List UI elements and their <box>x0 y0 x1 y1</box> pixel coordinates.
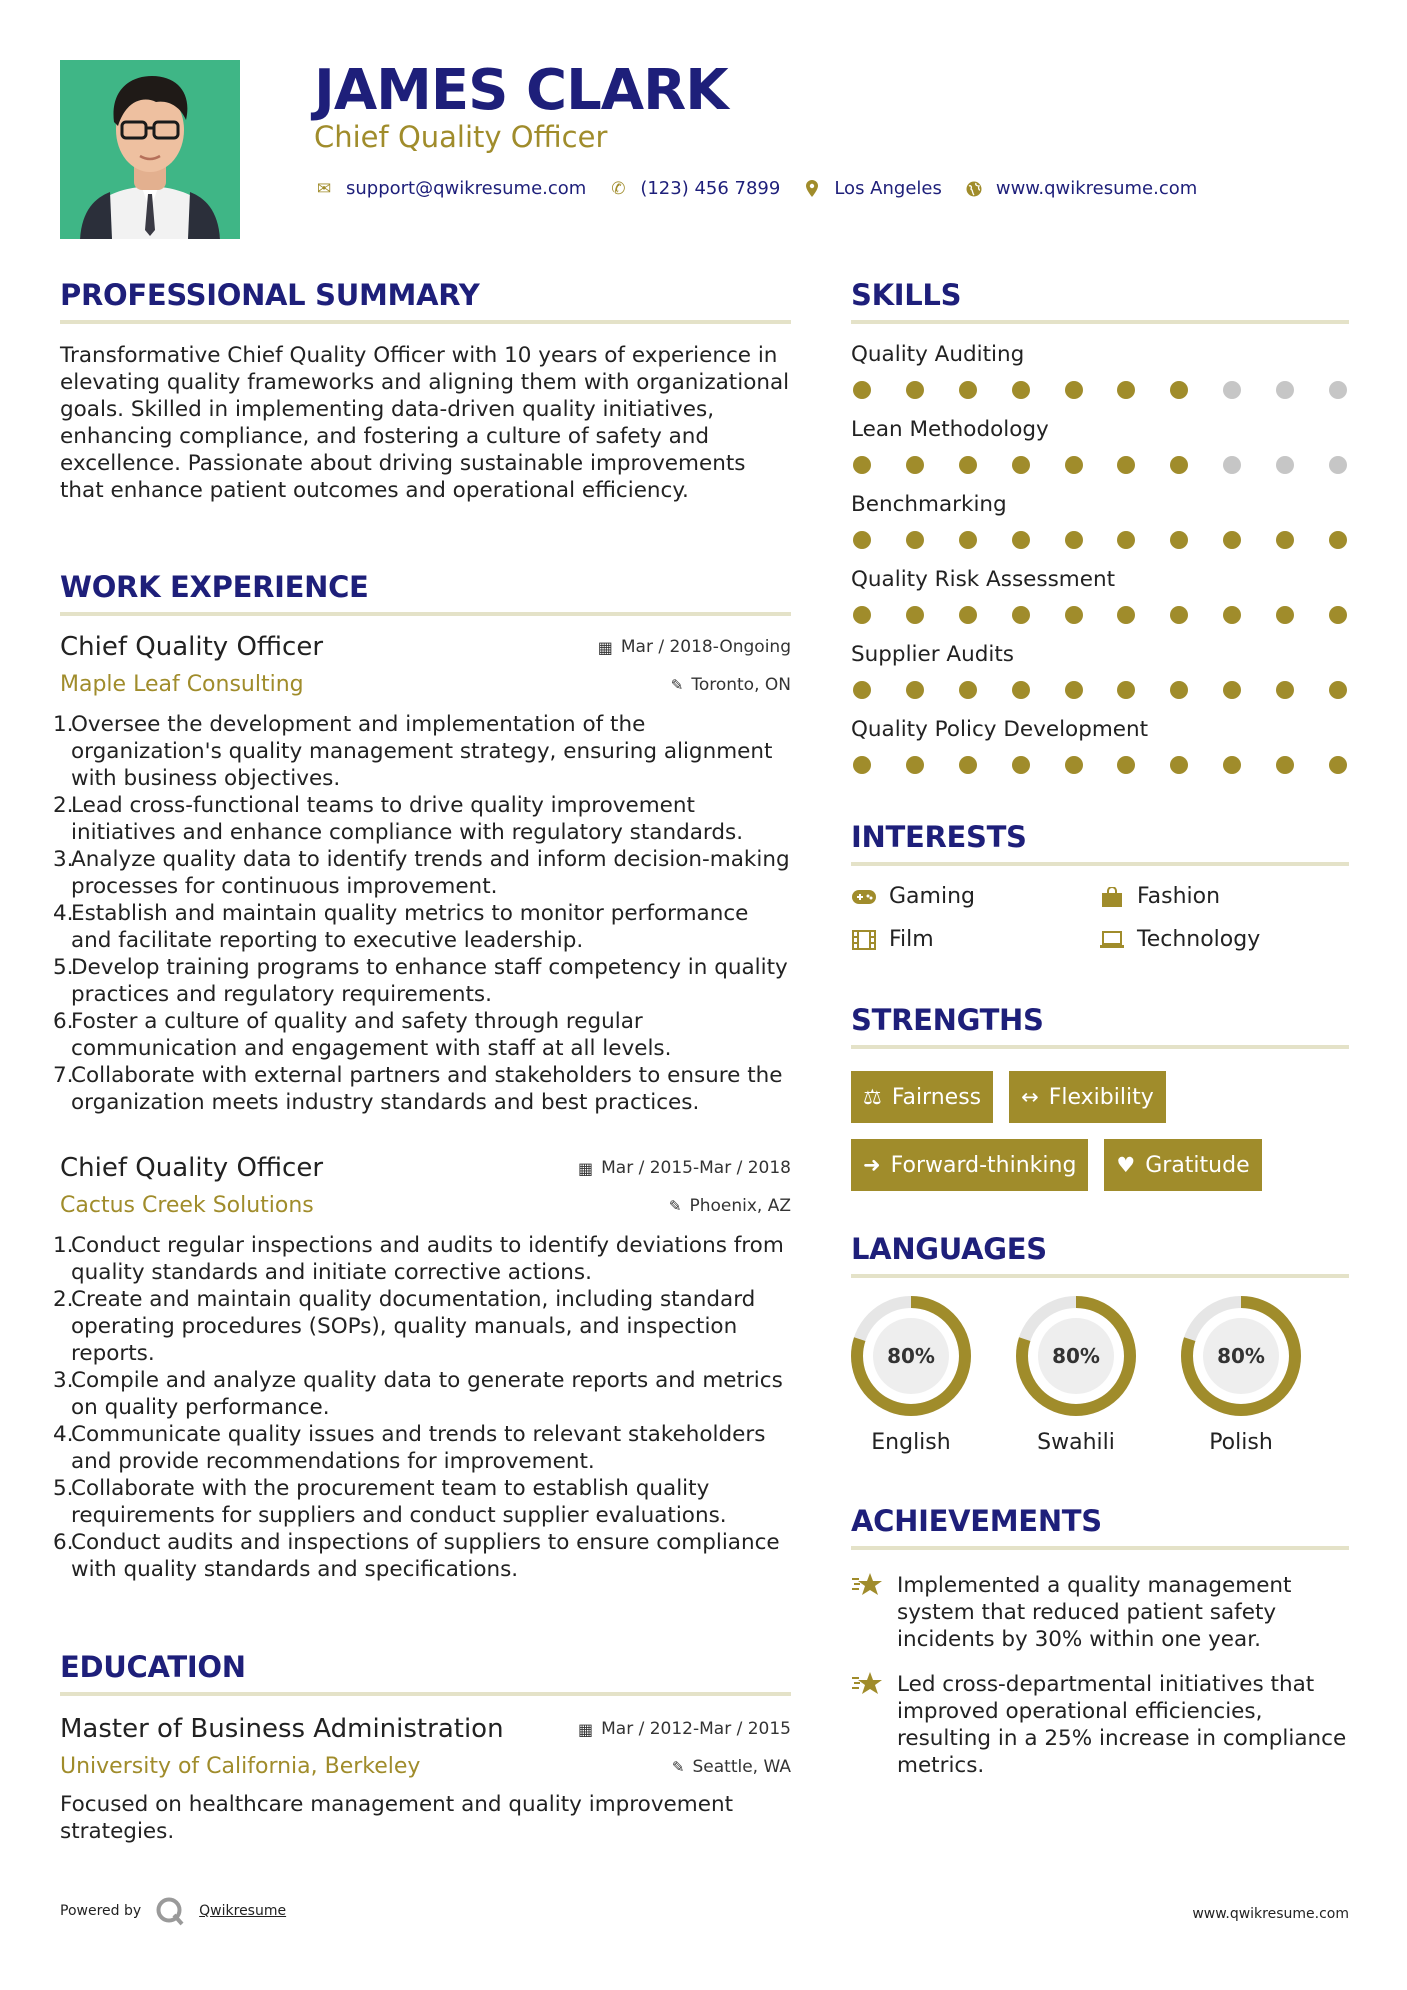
rating-dot-filled <box>1012 681 1030 699</box>
summary-text: Transformative Chief Quality Officer with 10 years of experience in elevating quality frameworks and aligning them with organizational goals. Skilled in implementing data-driven quality initiatives, enhancing compliance, and fostering a culture of safety and excellence. Passionate about driving sustainable improvements that enhance patient outcomes and operational efficiency. <box>60 343 790 503</box>
rating-dot-filled <box>1012 531 1030 549</box>
language-ring <box>1181 1296 1301 1416</box>
rating-dot-filled <box>1117 381 1135 399</box>
rating-dot-filled <box>1276 606 1294 624</box>
contact-location <box>802 178 942 199</box>
strengths-heading: STRENGTHS <box>851 1003 1349 1049</box>
list-item: 4. Establish and maintain quality metrics to monitor performance and facilitate reporting to executive leadership. <box>53 901 749 953</box>
skill-rating <box>851 381 1349 399</box>
achievement-text: Led cross-departmental initiatives that improved operational efficiencies, resulting in a 25% increase in compliance metrics. <box>897 1672 1347 1778</box>
skill-item <box>851 567 1349 624</box>
rating-dot-filled <box>1117 531 1135 549</box>
skill-rating <box>851 756 1349 774</box>
rating-dot-filled <box>1065 456 1083 474</box>
rating-dot-filled <box>1170 606 1188 624</box>
list-item: 6. Conduct audits and inspections of suppliers to ensure compliance with quality standards and specifications. <box>53 1530 780 1582</box>
strength-label: Flexibility <box>1048 1084 1154 1110</box>
achievement-item <box>851 1671 1349 1779</box>
contact-phone[interactable] <box>608 178 780 199</box>
language-item <box>1016 1296 1181 1455</box>
rating-dot-empty <box>1276 381 1294 399</box>
rating-dot-filled <box>906 381 924 399</box>
languages-list <box>851 1296 1349 1455</box>
language-name: English <box>871 1430 951 1455</box>
job-title: Chief Quality Officer <box>60 1153 324 1183</box>
rating-dot-filled <box>959 381 977 399</box>
rating-dot-filled <box>959 531 977 549</box>
strength-label: Gratitude <box>1145 1152 1250 1178</box>
skill-item <box>851 417 1349 474</box>
calendar-icon: ▦ <box>597 637 613 657</box>
skill-item <box>851 717 1349 774</box>
job-duties-list <box>53 1232 791 1583</box>
interest-label: Technology <box>1137 927 1261 952</box>
skill-name: Benchmarking <box>851 492 1007 517</box>
candidate-title: Chief Quality Officer <box>314 120 608 154</box>
rating-dot-filled <box>853 531 871 549</box>
rating-dot-filled <box>906 606 924 624</box>
rating-dot-filled <box>1170 381 1188 399</box>
list-item: 2. Create and maintain quality documentation, including standard operating procedures (SOPs), quality manuals, and inspection reports. <box>53 1287 756 1366</box>
star-trophy-icon <box>851 1572 885 1653</box>
pushpin-icon: ✎ <box>668 1196 682 1215</box>
rating-dot-empty <box>1223 381 1241 399</box>
calendar-icon: ▦ <box>577 1719 594 1739</box>
profile-photo <box>60 60 240 239</box>
language-ring <box>1016 1296 1136 1416</box>
rating-dot-filled <box>1223 681 1241 699</box>
interest-item <box>851 884 1099 909</box>
skill-item <box>851 492 1349 549</box>
education-dates-text: Mar / 2012-Mar / 2015 <box>601 1719 791 1739</box>
strength-badge <box>1104 1139 1261 1191</box>
job-location-text: Toronto, ON <box>691 674 791 695</box>
strengths-section <box>851 1003 1349 1191</box>
list-item: 6. Foster a culture of quality and safety through regular communication and engagement with staff at all levels. <box>53 1009 672 1061</box>
languages-section <box>851 1232 1349 1455</box>
job-entry <box>53 1153 791 1583</box>
contact-website[interactable] <box>964 178 1197 199</box>
skill-name: Supplier Audits <box>851 642 1015 667</box>
education-location-text: Seattle, WA <box>692 1756 791 1777</box>
rating-dot-empty <box>1329 381 1347 399</box>
strength-badge <box>851 1139 1088 1191</box>
education-location <box>672 1757 791 1777</box>
heart-icon: ♥ <box>1116 1153 1136 1177</box>
skill-item <box>851 642 1349 699</box>
job-entry <box>53 632 791 1116</box>
job-title: Chief Quality Officer <box>60 632 324 662</box>
phone-text: (123) 456 7899 <box>640 178 781 199</box>
skill-item <box>851 342 1349 399</box>
languages-heading: LANGUAGES <box>851 1232 1349 1278</box>
rating-dot-filled <box>906 681 924 699</box>
interest-label: Fashion <box>1137 884 1221 909</box>
footer-powered-by <box>60 1896 286 1926</box>
job-location <box>671 675 791 695</box>
achievement-text: Implemented a quality management system that reduced patient safety incidents by 30% within one year. <box>897 1573 1292 1652</box>
experience-heading: WORK EXPERIENCE <box>60 570 791 616</box>
summary-heading: PROFESSIONAL SUMMARY <box>60 278 791 324</box>
skills-list <box>851 342 1349 774</box>
rating-dot-filled <box>1065 531 1083 549</box>
education-dates <box>578 1719 791 1739</box>
rating-dot-filled <box>1170 531 1188 549</box>
globe-icon <box>964 181 984 197</box>
language-percent: 80% <box>1052 1344 1100 1368</box>
rating-dot-filled <box>853 381 871 399</box>
list-item: 4. Communicate quality issues and trends to relevant stakeholders and provide recommendations for improvement. <box>53 1422 766 1474</box>
rating-dot-filled <box>1329 531 1347 549</box>
job-location <box>669 1196 791 1216</box>
language-ring <box>851 1296 971 1416</box>
gamepad-icon <box>851 889 877 905</box>
interest-item <box>1099 884 1349 909</box>
rating-dot-filled <box>853 606 871 624</box>
rating-dot-filled <box>1223 606 1241 624</box>
rating-dot-filled <box>906 456 924 474</box>
rating-dot-filled <box>1117 456 1135 474</box>
rating-dot-filled <box>1065 381 1083 399</box>
achievements-heading: ACHIEVEMENTS <box>851 1504 1349 1550</box>
strength-badge <box>851 1071 993 1123</box>
website-text: www.qwikresume.com <box>995 178 1198 199</box>
arrow-right-icon: ➜ <box>863 1153 881 1177</box>
shopping-bag-icon <box>1099 887 1125 907</box>
rating-dot-filled <box>1065 756 1083 774</box>
laptop-icon <box>1099 931 1125 949</box>
list-item: 3. Analyze quality data to identify trends and inform decision-making processes for continuous improvement. <box>53 847 790 899</box>
job-dates-text: Mar / 2018-Ongoing <box>620 637 791 657</box>
interests-heading: INTERESTS <box>851 820 1349 866</box>
rating-dot-filled <box>1170 756 1188 774</box>
job-company: Maple Leaf Consulting <box>60 672 304 697</box>
skill-name: Quality Policy Development <box>851 717 1149 742</box>
qwikresume-link[interactable]: Qwikresume <box>199 1903 287 1919</box>
interest-label: Gaming <box>889 884 975 909</box>
skill-rating <box>851 681 1349 699</box>
interest-label: Film <box>889 927 934 952</box>
rating-dot-filled <box>1223 531 1241 549</box>
rating-dot-filled <box>1117 606 1135 624</box>
language-percent: 80% <box>887 1344 935 1368</box>
rating-dot-filled <box>1223 756 1241 774</box>
rating-dot-empty <box>1329 456 1347 474</box>
rating-dot-filled <box>1012 606 1030 624</box>
rating-dot-filled <box>1065 606 1083 624</box>
list-item: 3. Compile and analyze quality data to generate reports and metrics on quality performance. <box>53 1368 783 1420</box>
rating-dot-filled <box>959 456 977 474</box>
contact-bar <box>314 178 1219 199</box>
email-text: support@qwikresume.com <box>346 178 587 199</box>
job-company: Cactus Creek Solutions <box>60 1193 314 1218</box>
calendar-icon: ▦ <box>577 1158 594 1178</box>
pushpin-icon: ✎ <box>670 675 684 694</box>
phone-icon: ✆ <box>611 178 626 199</box>
candidate-name: JAMES CLARK <box>314 58 728 123</box>
rating-dot-filled <box>1012 456 1030 474</box>
powered-by-text: Powered by <box>60 1903 142 1919</box>
experience-section <box>60 570 791 616</box>
language-item <box>1181 1296 1346 1455</box>
rating-dot-filled <box>853 756 871 774</box>
skill-name: Quality Risk Assessment <box>851 567 1116 592</box>
interest-item <box>851 927 1099 952</box>
job-dates <box>578 1158 791 1178</box>
skill-rating <box>851 456 1349 474</box>
rating-dot-filled <box>1170 456 1188 474</box>
list-item: 5. Develop training programs to enhance staff competency in quality practices and regulatory requirements. <box>53 955 788 1007</box>
strengths-list <box>851 1071 1349 1191</box>
strength-label: Fairness <box>891 1084 982 1110</box>
achievements-section <box>851 1504 1349 1779</box>
rating-dot-filled <box>1117 756 1135 774</box>
rating-dot-filled <box>1276 681 1294 699</box>
language-percent: 80% <box>1217 1344 1265 1368</box>
profile-photo-illustration <box>60 60 240 239</box>
rating-dot-filled <box>1012 381 1030 399</box>
interests-grid <box>851 884 1349 952</box>
balance-scale-icon: ⚖ <box>863 1085 882 1109</box>
rating-dot-filled <box>1117 681 1135 699</box>
job-duties-list <box>53 711 791 1116</box>
rating-dot-filled <box>1329 756 1347 774</box>
rating-dot-filled <box>1065 681 1083 699</box>
rating-dot-filled <box>906 531 924 549</box>
summary-section <box>60 278 791 504</box>
degree-title: Master of Business Administration <box>60 1714 504 1744</box>
rating-dot-filled <box>959 681 977 699</box>
rating-dot-filled <box>853 456 871 474</box>
location-text: Los Angeles <box>834 178 942 199</box>
rating-dot-empty <box>1223 456 1241 474</box>
pushpin-icon: ✎ <box>671 1757 685 1776</box>
strength-badge <box>1009 1071 1166 1123</box>
footer-website[interactable]: www.qwikresume.com <box>1192 1906 1349 1922</box>
skill-rating <box>851 606 1349 624</box>
education-section <box>60 1650 791 1696</box>
list-item: 2. Lead cross-functional teams to drive quality improvement initiatives and enhance compliance with regulatory standards. <box>53 793 744 845</box>
rating-dot-filled <box>1276 531 1294 549</box>
skills-section <box>851 278 1349 774</box>
film-icon <box>851 930 877 950</box>
envelope-icon: ✉ <box>316 178 332 199</box>
list-item: 5. Collaborate with the procurement team to establish quality requirements for suppliers and conduct supplier evaluations. <box>53 1476 727 1528</box>
achievement-item <box>851 1572 1349 1653</box>
rating-dot-filled <box>906 756 924 774</box>
list-item: 1. Conduct regular inspections and audits to identify deviations from quality standards and initiate corrective actions. <box>53 1233 784 1285</box>
education-description: Focused on healthcare management and quality improvement strategies. <box>60 1792 733 1844</box>
language-name: Swahili <box>1037 1430 1115 1455</box>
language-item <box>851 1296 1016 1455</box>
rating-dot-filled <box>1170 681 1188 699</box>
rating-dot-filled <box>1329 606 1347 624</box>
rating-dot-filled <box>1329 681 1347 699</box>
skill-name: Quality Auditing <box>851 342 1025 367</box>
school-name: University of California, Berkeley <box>60 1754 421 1779</box>
contact-email[interactable] <box>314 178 586 199</box>
education-entry <box>60 1714 791 1845</box>
strength-label: Forward-thinking <box>890 1152 1077 1178</box>
rating-dot-filled <box>853 681 871 699</box>
education-heading: EDUCATION <box>60 1650 791 1696</box>
rating-dot-filled <box>1276 756 1294 774</box>
map-marker-icon <box>802 180 822 197</box>
list-item: 7. Collaborate with external partners and stakeholders to ensure the organization meets industry standards and best practices. <box>53 1063 783 1115</box>
rating-dot-filled <box>1012 756 1030 774</box>
job-dates <box>598 637 791 657</box>
skills-heading: SKILLS <box>851 278 1349 324</box>
language-name: Polish <box>1209 1430 1273 1455</box>
rating-dot-empty <box>1276 456 1294 474</box>
job-location-text: Phoenix, AZ <box>689 1195 791 1216</box>
rating-dot-filled <box>959 756 977 774</box>
list-item: 1. Oversee the development and implementation of the organization's quality management strategy, ensuring alignment with business objectives. <box>53 712 773 791</box>
job-dates-text: Mar / 2015-Mar / 2018 <box>601 1158 791 1178</box>
interests-section <box>851 820 1349 952</box>
qwikresume-logo-icon <box>155 1896 185 1926</box>
interest-item <box>1099 927 1349 952</box>
arrows-horizontal-icon: ↔ <box>1021 1085 1039 1109</box>
star-trophy-icon <box>851 1671 885 1779</box>
rating-dot-filled <box>959 606 977 624</box>
skill-rating <box>851 531 1349 549</box>
skill-name: Lean Methodology <box>851 417 1049 442</box>
